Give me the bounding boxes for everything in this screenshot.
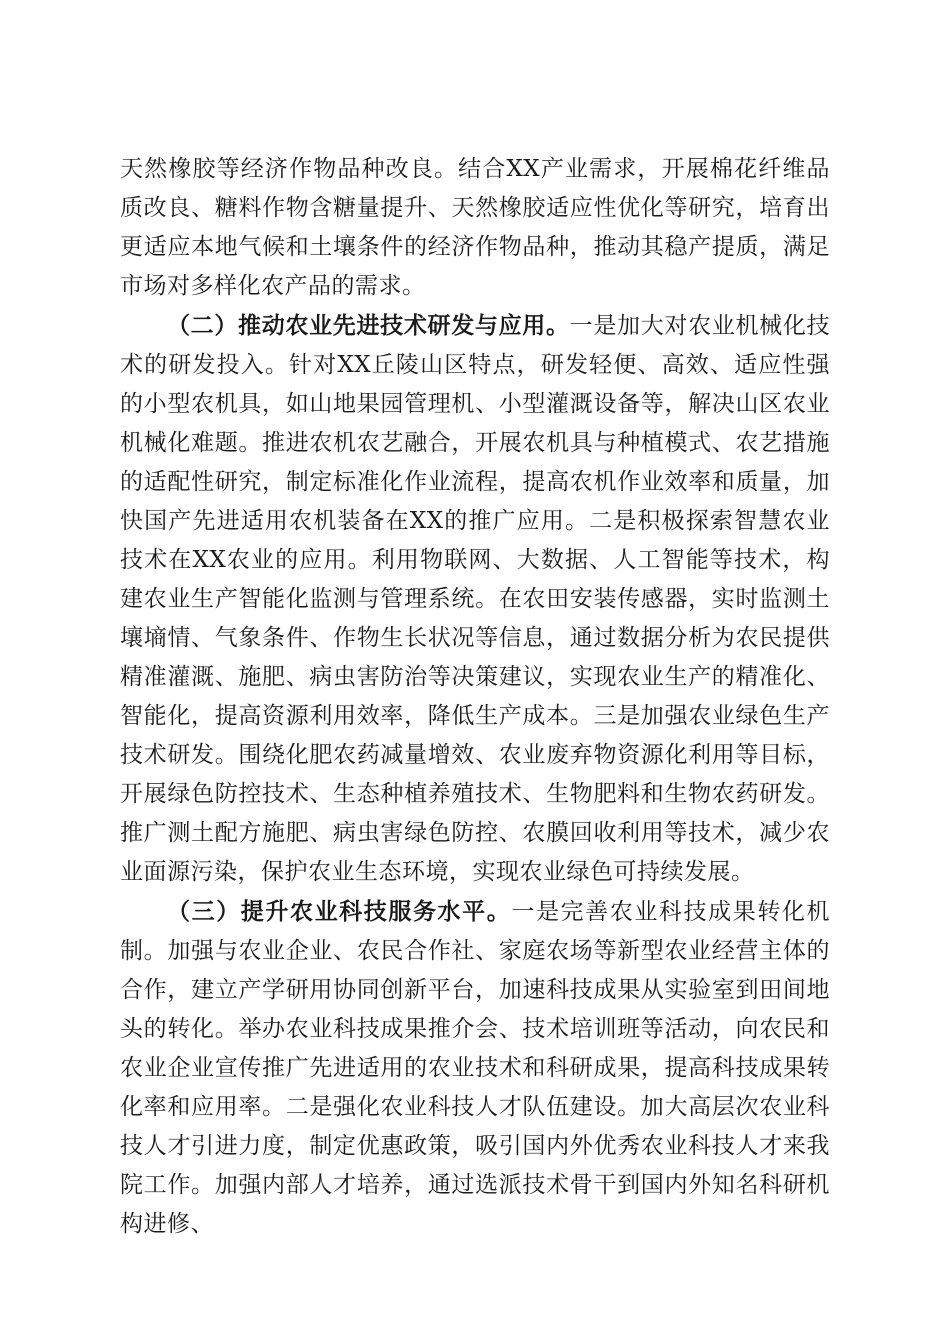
paragraph-section-2 [120, 306, 830, 892]
paragraph-section-3 [120, 892, 830, 1244]
paragraph-body: 一是加大对农业机械化技术的研发投入。针对XX丘陵山区特点，研发轻便、高效、适应性强的小型农机具，如山地果园管理机、小型灌溉设备等，解决山区农业机械化难题。推进农机农艺融合，开展农机具与种植模式、农艺措施的适配性研究，制定标准化作业流程，提高农机作业效率和质量，加快国产先进适用农机装备在XX的推广应用。二是积极探索智慧农业技术在XX农业的应用。利用物联网、大数据、人工智能等技术，构建农业生产智能化监测与管理系统。在农田安装传感器，实时监测土壤墒情、气象条件、作物生长状况等信息，通过数据分析为农民提供精准灌溉、施肥、病虫害防治等决策建议，实现农业生产的精准化、智能化，提高资源利用效率，降低生产成本。三是加强农业绿色生产技术研发。围绕化肥农药减量增效、农业废弃物资源化利用等目标，开展绿色防控技术、生态种植养殖技术、生物肥料和生物农药研发。推广测土配方施肥、病虫害绿色防控、农膜回收利用等技术，减少农业面源污染，保护农业生态环境，实现农业绿色可持续发展。 [120, 313, 831, 885]
section-heading: （二）推动农业先进技术研发与应用。 [167, 312, 570, 339]
document-body [120, 150, 830, 1244]
section-heading: （三）提升农业科技服务水平。 [167, 898, 512, 925]
paragraph-body: 一是完善农业科技成果转化机制。加强与农业企业、农民合作社、家庭农场等新型农业经营主体的合作，建立产学研用协同创新平台，加速科技成果从实验室到田间地头的转化。举办农业科技成果推介会、技术培训班等活动，向农民和农业企业宣传推广先进适用的农业技术和科研成果，提高科技成果转化率和应用率。二是强化农业科技人才队伍建设。加大高层次农业科技人才引进力度，制定优惠政策，吸引国内外优秀农业科技人才来我院工作。加强内部人才培养，通过选派技术骨干到国内外知名科研机构进修、 [120, 899, 831, 1237]
paragraph-body: 天然橡胶等经济作物品种改良。结合XX产业需求，开展棉花纤维品质改良、糖料作物含糖量提升、天然橡胶适应性优化等研究，培育出更适应本地气候和土壤条件的经济作物品种，推动其稳产提质，满足市场对多样化农产品的需求。 [120, 156, 830, 299]
paragraph-continuation [120, 150, 830, 306]
